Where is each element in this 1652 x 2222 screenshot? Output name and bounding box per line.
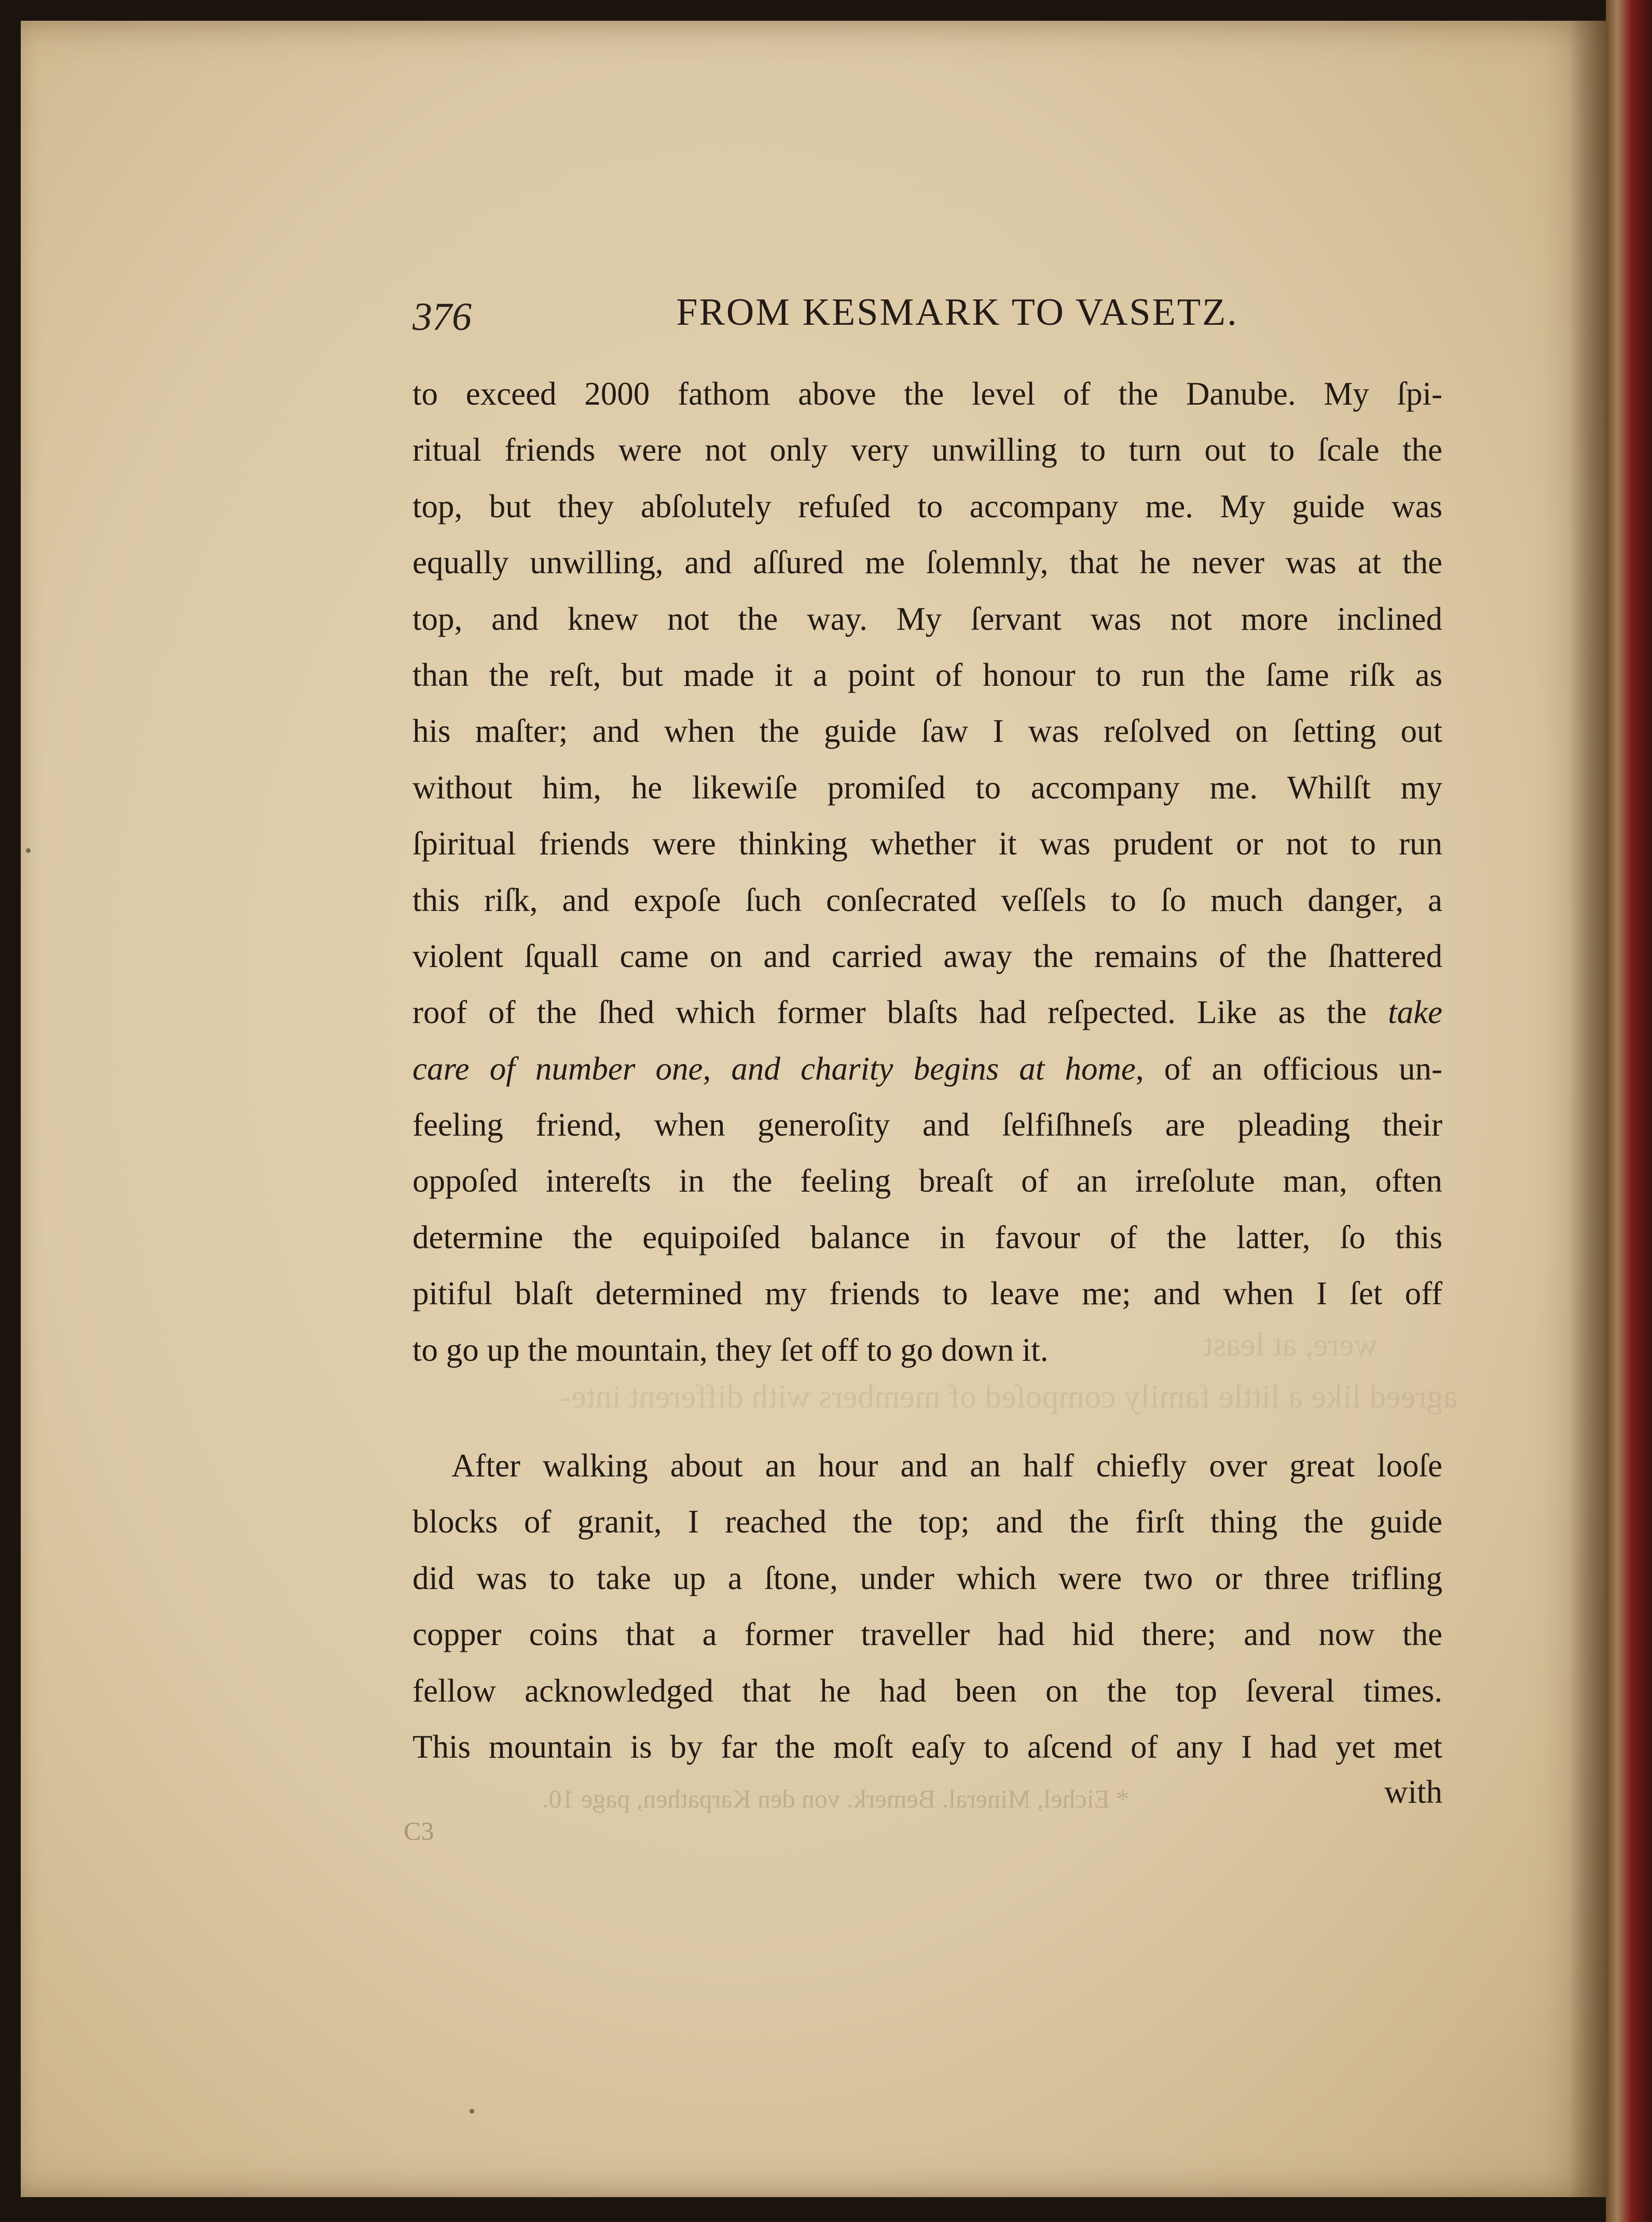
page-header: [412, 291, 1442, 348]
book-cover-edge: [1606, 0, 1652, 2222]
text-line: violent ſquall came on and carried away the remains of the ſhattered: [412, 937, 1442, 974]
italic-phrase: care of number one, and charity begins at home: [412, 1050, 1136, 1087]
text-line: copper coins that a former traveller had hid there; and now the: [412, 1616, 1442, 1653]
text-line: than the reſt, but made it a point of honour to run the ſame riſk as: [412, 656, 1442, 693]
text-line: ſpiritual friends were thinking whether it was prudent or not to run: [412, 825, 1442, 862]
italic-phrase: take: [1388, 994, 1443, 1031]
show-through-signature-mark: C3: [404, 1816, 434, 1845]
text-line: pitiful blaſt determined my friends to leave me; and when I ſet off: [412, 1275, 1442, 1312]
catchword: with: [1384, 1774, 1442, 1810]
text-line: oppoſed intereſts in the feeling breaſt of an irreſolute man, often: [412, 1163, 1442, 1199]
page-gutter-shadow: [1570, 21, 1606, 2197]
paper-speck: [26, 848, 31, 853]
page-number: 376: [412, 295, 472, 339]
text-line: [412, 1041, 1442, 1097]
text-line: this riſk, and expoſe ſuch conſecrated veſſels to ſo much danger, a: [412, 881, 1442, 918]
text-line: After walking about an hour and an half chiefly over great looſe: [451, 1447, 1442, 1484]
paragraph-spacer: [412, 1378, 1442, 1438]
text-line: did was to take up a ſtone, under which were two or three trifling: [412, 1559, 1442, 1596]
body-text: [412, 366, 1442, 1775]
show-through-footnote: * Eichel, Mineral. Bemerk. von den Karpathen, page 10.: [542, 1784, 1130, 1813]
text-segment: , of an officious un-: [1135, 1050, 1442, 1087]
text-line: blocks of granit, I reached the top; and the firſt thing the guide: [412, 1503, 1442, 1540]
text-line: without him, he likewiſe promiſed to accompany me. Whilſt my: [412, 769, 1442, 806]
text-line: to exceed 2000 fathom above the level of the Danube. My ſpi-: [412, 376, 1442, 412]
text-line: This mountain is by far the moſt eaſy to aſcend of any I had yet met: [412, 1728, 1442, 1765]
text-line: feeling friend, when generoſity and ſelfiſhneſs are pleading their: [412, 1107, 1442, 1143]
text-line: top, but they abſolutely refuſed to accompany me. My guide was: [412, 488, 1442, 525]
text-line: [412, 984, 1442, 1040]
text-line: top, and knew not the way. My ſervant was not more inclined: [412, 600, 1442, 637]
text-line: to go up the mountain, they ſet off to go down it.: [412, 1331, 1049, 1368]
paragraph-2: [412, 1438, 1442, 1775]
paper-speck: [470, 2109, 474, 2114]
show-through-ghost-text: agreed like a little family compoſed of members with different inte-: [560, 1378, 1458, 1415]
text-line: determine the equipoiſed balance in favour of the latter, ſo this: [412, 1219, 1442, 1255]
text-line: equally unwilling, and aſſured me ſolemnly, that he never was at the: [412, 544, 1442, 581]
text-segment: roof of the ſhed which former blaſts had reſpected. Like as the: [412, 994, 1367, 1031]
text-line: his maſter; and when the guide ſaw I was reſolved on ſetting out: [412, 713, 1442, 750]
show-through-ghost-text: were, at least: [1204, 1326, 1378, 1363]
paragraph-1: [412, 366, 1442, 1378]
text-line: ritual friends were not only very unwilling to turn out to ſcale the: [412, 432, 1442, 468]
text-line: fellow acknowledged that he had been on the top ſeveral times.: [412, 1672, 1442, 1709]
running-head-title: FROM KESMARK TO VASETZ.: [676, 291, 1238, 334]
